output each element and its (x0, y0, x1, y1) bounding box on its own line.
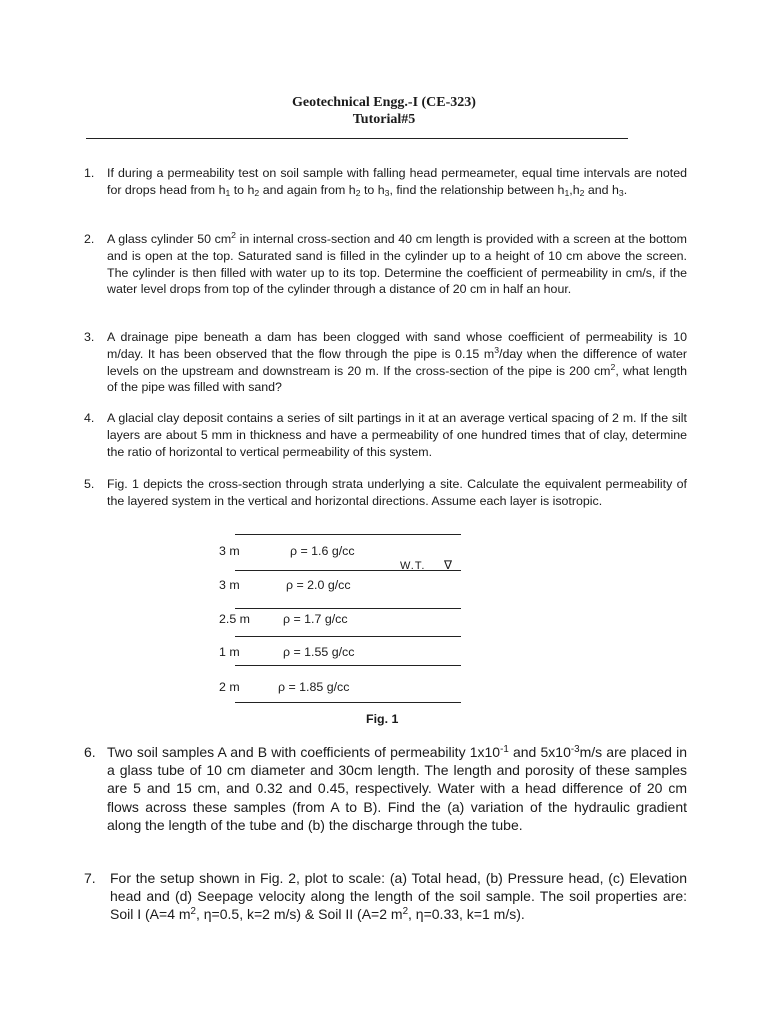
question-text: A glass cylinder 50 $cm^2$ in internal cross-section and 40 cm length is provided with a screen at the bottom and is open at the top. Saturated sand is filled in the cylinder up to a height of 10 cm above the screen. The cylinder is then filled with water up to its top. Determine the coefficient of permeability in cm/s, if the water level drops from top of the cylinder through a distance of 20 cm in half an hour. (107, 230, 687, 297)
layer-boundary (235, 665, 461, 666)
question-text: Fig. 1 depicts the cross-section through strata underlying a site. Calculate the equivalent permeability of the layered system in the vertical and horizontal directions. Assume each layer is isotropic. (107, 477, 687, 508)
question-4 (84, 410, 687, 460)
layer-boundary (235, 570, 461, 571)
layer-density: ρ = 1.85 g/cc (278, 680, 350, 694)
layer-boundary (235, 608, 461, 609)
question-number: 5. (84, 477, 95, 491)
question-5 (84, 476, 687, 510)
question-number: 3. (84, 330, 95, 344)
water-table-label: W.T. (400, 560, 426, 572)
question-text: A drainage pipe beneath a dam has been clogged with sand whose coefficient of permeability is 10 m/day. It has been observed that the flow through the pipe is 0.15 $m^3$/day when the difference of water levels on the upstream and downstream is 20 m. If the cross-section of the pipe is 200 $cm^2$, what length of the pipe was filled with sand? (107, 330, 687, 395)
layer-thickness: 3 m (219, 578, 240, 592)
layer-thickness: 2.5 m (219, 612, 250, 626)
layer-boundary (235, 636, 461, 637)
layer-density: ρ = 1.55 g/cc (283, 645, 355, 659)
question-3 (84, 329, 687, 396)
layer-density: ρ = 2.0 g/cc (286, 578, 351, 592)
layer-thickness: 1 m (219, 645, 240, 659)
layer-density: ρ = 1.7 g/cc (283, 612, 348, 626)
question-number: 6. (84, 744, 96, 760)
question-2 (84, 231, 687, 298)
question-number: 2. (84, 232, 95, 246)
question-1 (84, 165, 687, 199)
water-table-icon: ∇ (444, 558, 453, 572)
question-text: A glacial clay deposit contains a series of silt partings in it at an average vertical spacing of 2 m. If the silt layers are about 5 mm in thickness and have a permeability of one hundred times that of clay, determine the ratio of horizontal to vertical permeability of this system. (107, 411, 687, 459)
question-6 (84, 743, 687, 834)
layer-thickness: 3 m (219, 544, 240, 558)
question-number: 4. (84, 411, 95, 425)
question-text: If during a permeability test on soil sample with falling head permeameter, equal time intervals are noted for drops head from $h_1$ to $h_2$ and again from $h_2$ to $h_3$, find the relationship between $h_1,h_2$ and $h_3$. (107, 166, 687, 198)
layer-boundary (235, 534, 461, 535)
question-text: For the setup shown in Fig. 2, plot to scale: (a) Total head, (b) Pressure head, (c) Elevation head and (d) Seepage velocity along the length of the soil sample. The soil properties are: Soil I (A=4 $m^2$, η=0.5, k=2 m/s) & Soil II (A=2 $m^2$, η=0.33, k=1 m/s). (110, 870, 687, 923)
page-title: Geotechnical Engg.-I (CE-323) (292, 95, 476, 110)
figure-caption: Fig. 1 (366, 712, 399, 726)
page-subtitle: Tutorial#5 (352, 112, 416, 127)
question-number: 7. (84, 870, 96, 886)
layer-thickness: 2 m (219, 680, 240, 694)
layer-boundary (235, 702, 461, 703)
question-number: 1. (84, 166, 95, 180)
question-text: Two soil samples A and B with coefficients of permeability $1x10^{-1}$ and $5x10^{-3}m/s$ are placed in a glass tube of 10 cm diameter and 30cm length. The length and porosity of these samples are 5 and 15 cm, and 0.32 and 0.45, respectively. Water with a head difference of 20 cm flows across these samples (from A to B). Find the (a) variation of the hydraulic gradient along the length of the tube and (b) the discharge through the tube. (107, 744, 688, 833)
header-divider (86, 138, 628, 139)
question-7 (84, 869, 687, 924)
layer-density: ρ = 1.6 g/cc (290, 544, 355, 558)
